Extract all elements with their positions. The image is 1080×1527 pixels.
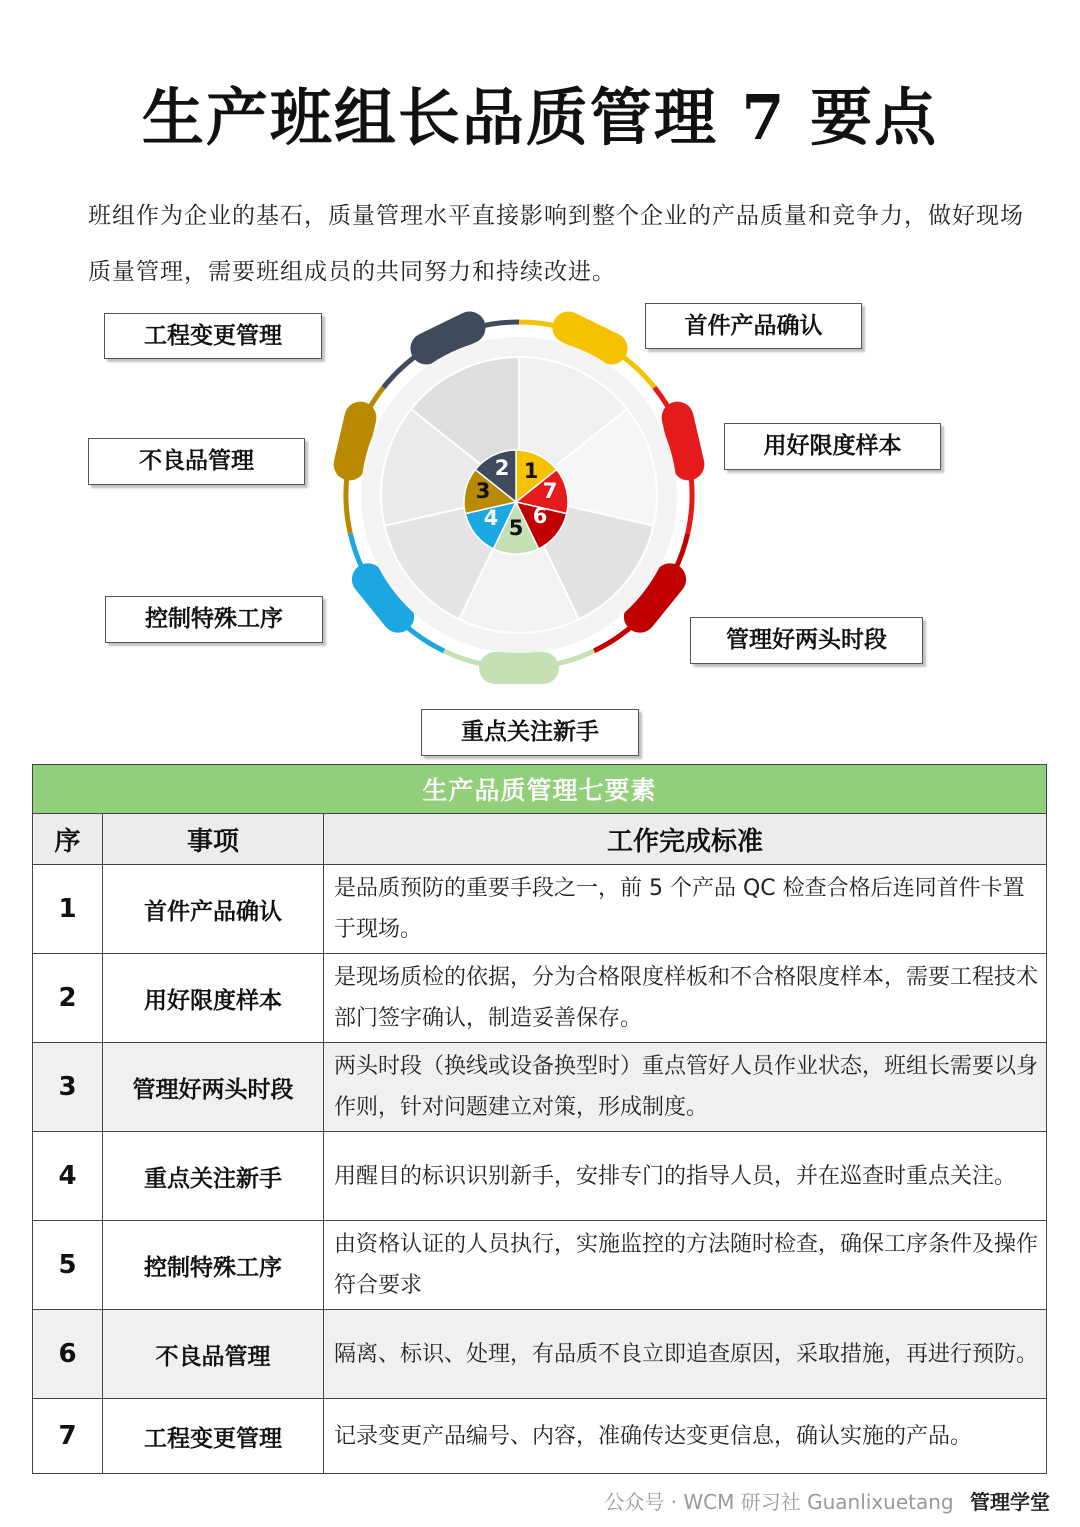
row-description: 是品质预防的重要手段之一，前 5 个产品 QC 检查合格后连同首件卡置于现场。 bbox=[324, 865, 1047, 954]
row-number: 7 bbox=[33, 1399, 103, 1474]
row-description: 两头时段（换线或设备换型时）重点管好人员作业状态，班组长需要以身作则，针对问题建立对策，形成制度。 bbox=[324, 1043, 1047, 1132]
row-description: 用醒目的标识识别新手，安排专门的指导人员，并在巡查时重点关注。 bbox=[324, 1132, 1047, 1221]
circular-diagram bbox=[0, 295, 1080, 765]
header-standard: 工作完成标准 bbox=[324, 814, 1047, 865]
pie-number-2: 2 bbox=[494, 456, 510, 480]
row-description: 隔离、标识、处理，有品质不良立即追查原因，采取措施，再进行预防。 bbox=[324, 1310, 1047, 1399]
pill-5 bbox=[479, 652, 559, 684]
label-defect-management: 不良品管理 bbox=[88, 438, 305, 485]
row-number: 2 bbox=[33, 954, 103, 1043]
row-number: 1 bbox=[33, 865, 103, 954]
brand-logo: 管理学堂 bbox=[970, 1490, 1050, 1514]
row-number: 6 bbox=[33, 1310, 103, 1399]
header-item: 事项 bbox=[103, 814, 324, 865]
row-number: 4 bbox=[33, 1132, 103, 1221]
page-title: 生产班组长品质管理 7 要点 bbox=[141, 81, 939, 154]
table-caption: 生产品质管理七要素 bbox=[33, 765, 1047, 814]
row-number: 3 bbox=[33, 1043, 103, 1132]
intro-paragraph: 班组作为企业的基石，质量管理水平直接影响到整个企业的产品质量和竞争力，做好现场质量管理，需要班组成员的共同努力和持续改进。 bbox=[88, 203, 1024, 285]
row-description: 由资格认证的人员执行，实施监控的方法随时检查，确保工序条件及操作符合要求 bbox=[324, 1221, 1047, 1310]
seven-points-diagram bbox=[0, 295, 1080, 765]
pie-number-3: 3 bbox=[475, 479, 491, 503]
row-item: 首件产品确认 bbox=[103, 865, 324, 954]
row-item: 重点关注新手 bbox=[103, 1132, 324, 1221]
table-row bbox=[33, 1043, 1047, 1132]
table-row bbox=[33, 865, 1047, 954]
header-number: 序 bbox=[33, 814, 103, 865]
row-item: 用好限度样本 bbox=[103, 954, 324, 1043]
row-description: 记录变更产品编号、内容，准确传达变更信息，确认实施的产品。 bbox=[324, 1399, 1047, 1474]
label-newcomer: 重点关注新手 bbox=[421, 709, 639, 756]
pie-number-5: 5 bbox=[508, 516, 524, 540]
row-number: 5 bbox=[33, 1221, 103, 1310]
table-row bbox=[33, 1310, 1047, 1399]
pie-number-7: 7 bbox=[542, 479, 558, 503]
table-row bbox=[33, 1132, 1047, 1221]
label-two-ends: 管理好两头时段 bbox=[690, 617, 923, 664]
table-row bbox=[33, 1399, 1047, 1474]
table-row bbox=[33, 954, 1047, 1043]
pie-number-6: 6 bbox=[532, 504, 548, 528]
standards-table bbox=[32, 764, 1047, 1474]
row-description: 是现场质检的依据，分为合格限度样板和不合格限度样本，需要工程技术部门签字确认，制造妥善保存。 bbox=[324, 954, 1047, 1043]
label-first-article: 首件产品确认 bbox=[645, 303, 862, 349]
label-special-process: 控制特殊工序 bbox=[105, 596, 323, 643]
watermark-text: 公众号 · WCM 研习社 bbox=[604, 1490, 801, 1514]
row-item: 控制特殊工序 bbox=[103, 1221, 324, 1310]
watermark bbox=[604, 1486, 1050, 1515]
pie-number-4: 4 bbox=[483, 506, 499, 530]
row-item: 工程变更管理 bbox=[103, 1399, 324, 1474]
row-item: 管理好两头时段 bbox=[103, 1043, 324, 1132]
label-limit-sample: 用好限度样本 bbox=[724, 423, 941, 470]
row-item: 不良品管理 bbox=[103, 1310, 324, 1399]
watermark-sub: Guanlixuetang bbox=[807, 1490, 954, 1514]
table-row bbox=[33, 1221, 1047, 1310]
pie-number-1: 1 bbox=[523, 459, 539, 483]
label-engineering-change: 工程变更管理 bbox=[104, 313, 322, 359]
